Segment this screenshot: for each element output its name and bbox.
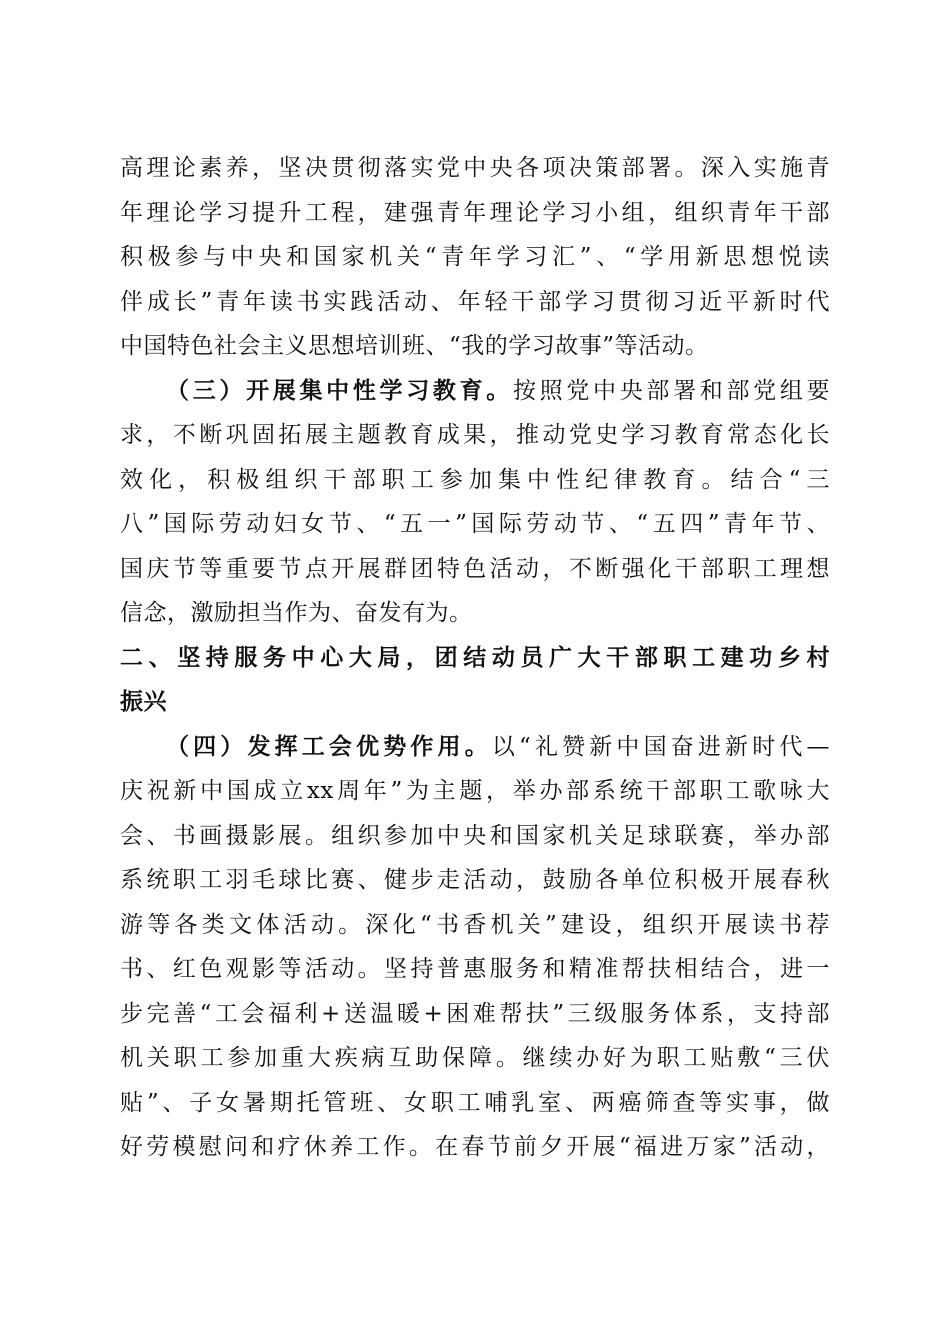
- subsection-lead: （四）发挥工会优势作用。: [166, 733, 492, 760]
- text-line: 高理论素养，坚决贯彻落实党中央各项决策部署。深入实施青: [120, 155, 830, 181]
- text-line: 贴”、子女暑期托管班、女职工哺乳室、两癌筛查等实事，做: [120, 1089, 830, 1116]
- paragraph-first-line: [120, 369, 830, 414]
- text-line: 会、书画摄影展。组织参加中央和国家机关足球联赛，举办部: [120, 822, 830, 849]
- text-line: 好劳模慰问和疗休养工作。在春节前夕开展“福进万家”活动，: [120, 1134, 830, 1160]
- text-line: 伴成长”青年读书实践活动、年轻干部学习贯彻习近平新时代: [120, 288, 830, 315]
- text-line: 年理论学习提升工程，建强青年理论学习小组，组织青年干部: [120, 199, 830, 226]
- text-line: 机关职工参加重大疾病互助保障。继续办好为职工贴敷“三伏: [120, 1045, 830, 1071]
- paragraph-2: [120, 369, 830, 636]
- text-line: 信念，激励担当作为、奋发有为。: [120, 600, 473, 626]
- text-line: 步完善“工会福利+送温暖+困难帮扶”三级服务体系，支持部: [120, 1000, 830, 1027]
- text-line: 国庆节等重要节点开展群团特色活动，不断强化干部职工理想: [120, 555, 830, 582]
- text-line: 中国特色社会主义思想培训班、“我的学习故事”等活动。: [120, 333, 709, 359]
- text-line: 游等各类文体活动。深化“书香机关”建设，组织开展读书荐: [120, 911, 830, 938]
- text-line: 积极参与中央和国家机关“青年学习汇”、“学用新思想悦读: [120, 244, 830, 270]
- text-line: 求，不断巩固拓展主题教育成果，推动党史学习教育常态化长: [120, 422, 830, 448]
- subsection-lead: （三）开展集中性学习教育。: [166, 377, 513, 404]
- text-line: 系统职工羽毛球比赛、健步走活动，鼓励各单位积极开展春秋: [120, 867, 830, 893]
- document-body: [120, 146, 830, 1170]
- paragraph-first-line: [120, 725, 830, 770]
- paragraph-3: [120, 725, 830, 1170]
- section-heading-line: 振兴: [120, 689, 167, 715]
- text-line: 庆祝新中国成立xx周年”为主题，举办部系统干部职工歌咏大: [120, 778, 830, 804]
- text-run: 以“礼赞新中国奋进新时代—: [491, 733, 831, 760]
- section-heading-line: 二、坚持服务中心大局，团结动员广大干部职工建功乡村: [120, 644, 830, 671]
- text-run: 按照党中央部署和部党组要: [512, 377, 830, 404]
- text-line: 效化，积极组织干部职工参加集中性纪律教育。结合“三: [120, 466, 830, 493]
- text-line: 八”国际劳动妇女节、“五一”国际劳动节、“五四”青年节、: [120, 511, 830, 537]
- paragraph-1: [120, 146, 830, 369]
- section-heading: [120, 636, 830, 725]
- text-line: 书、红色观影等活动。坚持普惠服务和精准帮扶相结合，进一: [120, 956, 830, 982]
